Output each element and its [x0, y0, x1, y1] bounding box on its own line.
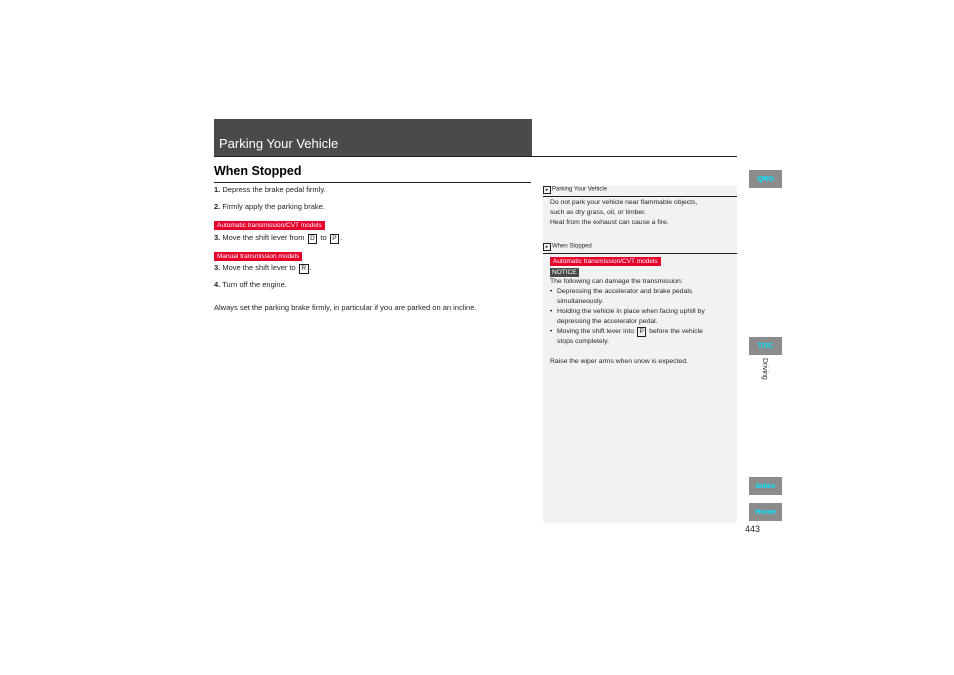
bullet-text-part: before the vehicle: [649, 328, 703, 335]
step-3-manual: [214, 263, 312, 274]
page-number: 443: [745, 524, 761, 534]
bullet-text: Depressing the accelerator and brake pedals: [557, 288, 693, 295]
shift-key-p: P: [637, 327, 646, 337]
shift-key-d: D: [308, 234, 318, 244]
reference-heading-when-stopped[interactable]: [543, 243, 592, 251]
bullet-item: •: [550, 308, 553, 315]
shift-key-r: R: [299, 264, 309, 274]
step-text: Move the shift lever from: [222, 233, 305, 242]
reference-heading-text: Parking Your Vehicle: [552, 186, 608, 193]
automatic-models-tag: Automatic transmission/CVT models: [214, 221, 325, 230]
reference-panel: [543, 186, 737, 523]
notice-badge: NOTICE: [552, 269, 577, 276]
bullet-item: •: [550, 328, 553, 335]
reference-text: such as dry grass, oil, or timber.: [550, 209, 646, 216]
reference-text: Raise the wiper arms when snow is expected.: [550, 358, 688, 365]
step-text-mid: to: [320, 233, 327, 242]
automatic-models-tag: Automatic transmission/CVT models: [550, 257, 661, 266]
index-button[interactable]: Index: [749, 477, 782, 495]
header-rule: [214, 156, 737, 157]
reference-heading-parking[interactable]: [543, 186, 607, 194]
step-text-end: .: [340, 233, 343, 242]
step-1: [214, 185, 326, 195]
toc-button[interactable]: TOC: [749, 337, 782, 355]
reference-arrow-icon: ▸: [543, 186, 551, 194]
shift-key-p: P: [330, 234, 339, 244]
reference-arrow-icon: ▸: [543, 243, 551, 251]
bullet-text-part: Moving the shift lever into: [557, 328, 635, 335]
step-number: 4.: [214, 280, 221, 289]
step-3-automatic: [214, 233, 342, 244]
reference-rule: [543, 196, 737, 197]
step-text-end: .: [309, 263, 312, 272]
qrg-button[interactable]: QRG: [749, 170, 782, 188]
parking-note: Always set the parking brake firmly, in particular if you are parked on an incline.: [214, 303, 477, 312]
step-4: [214, 280, 287, 290]
step-number: 1.: [214, 185, 221, 194]
reference-text: Do not park your vehicle near flammable objects,: [550, 199, 698, 206]
step-text: Firmly apply the parking brake.: [222, 202, 325, 211]
step-number: 3.: [214, 263, 221, 272]
bullet-text: stops completely.: [557, 338, 610, 345]
step-text: Depress the brake pedal firmly.: [222, 185, 326, 194]
reference-heading-text: When Stopped: [552, 243, 592, 250]
subsection-title: When Stopped: [214, 164, 302, 178]
step-text: Move the shift lever to: [222, 263, 296, 272]
step-number: 3.: [214, 233, 221, 242]
manual-models-tag: Manual transmission models: [214, 252, 302, 261]
bullet-text: Holding the vehicle in place when facing uphill by: [557, 308, 705, 315]
bullet-text: simultaneously.: [557, 298, 604, 305]
reference-text: The following can damage the transmission:: [550, 278, 683, 285]
chapter-label: Driving: [761, 358, 768, 380]
subsection-rule: [214, 182, 531, 183]
bullet-item: •: [550, 288, 553, 295]
reference-rule: [543, 253, 737, 254]
bullet-text: [557, 327, 703, 337]
section-title: Parking Your Vehicle: [219, 136, 339, 151]
step-2: [214, 202, 325, 212]
step-text: Turn off the engine.: [222, 280, 287, 289]
bullet-text: depressing the accelerator pedal.: [557, 318, 658, 325]
home-button[interactable]: Home: [749, 503, 782, 521]
reference-text: Heat from the exhaust can cause a fire.: [550, 219, 669, 226]
step-number: 2.: [214, 202, 221, 211]
